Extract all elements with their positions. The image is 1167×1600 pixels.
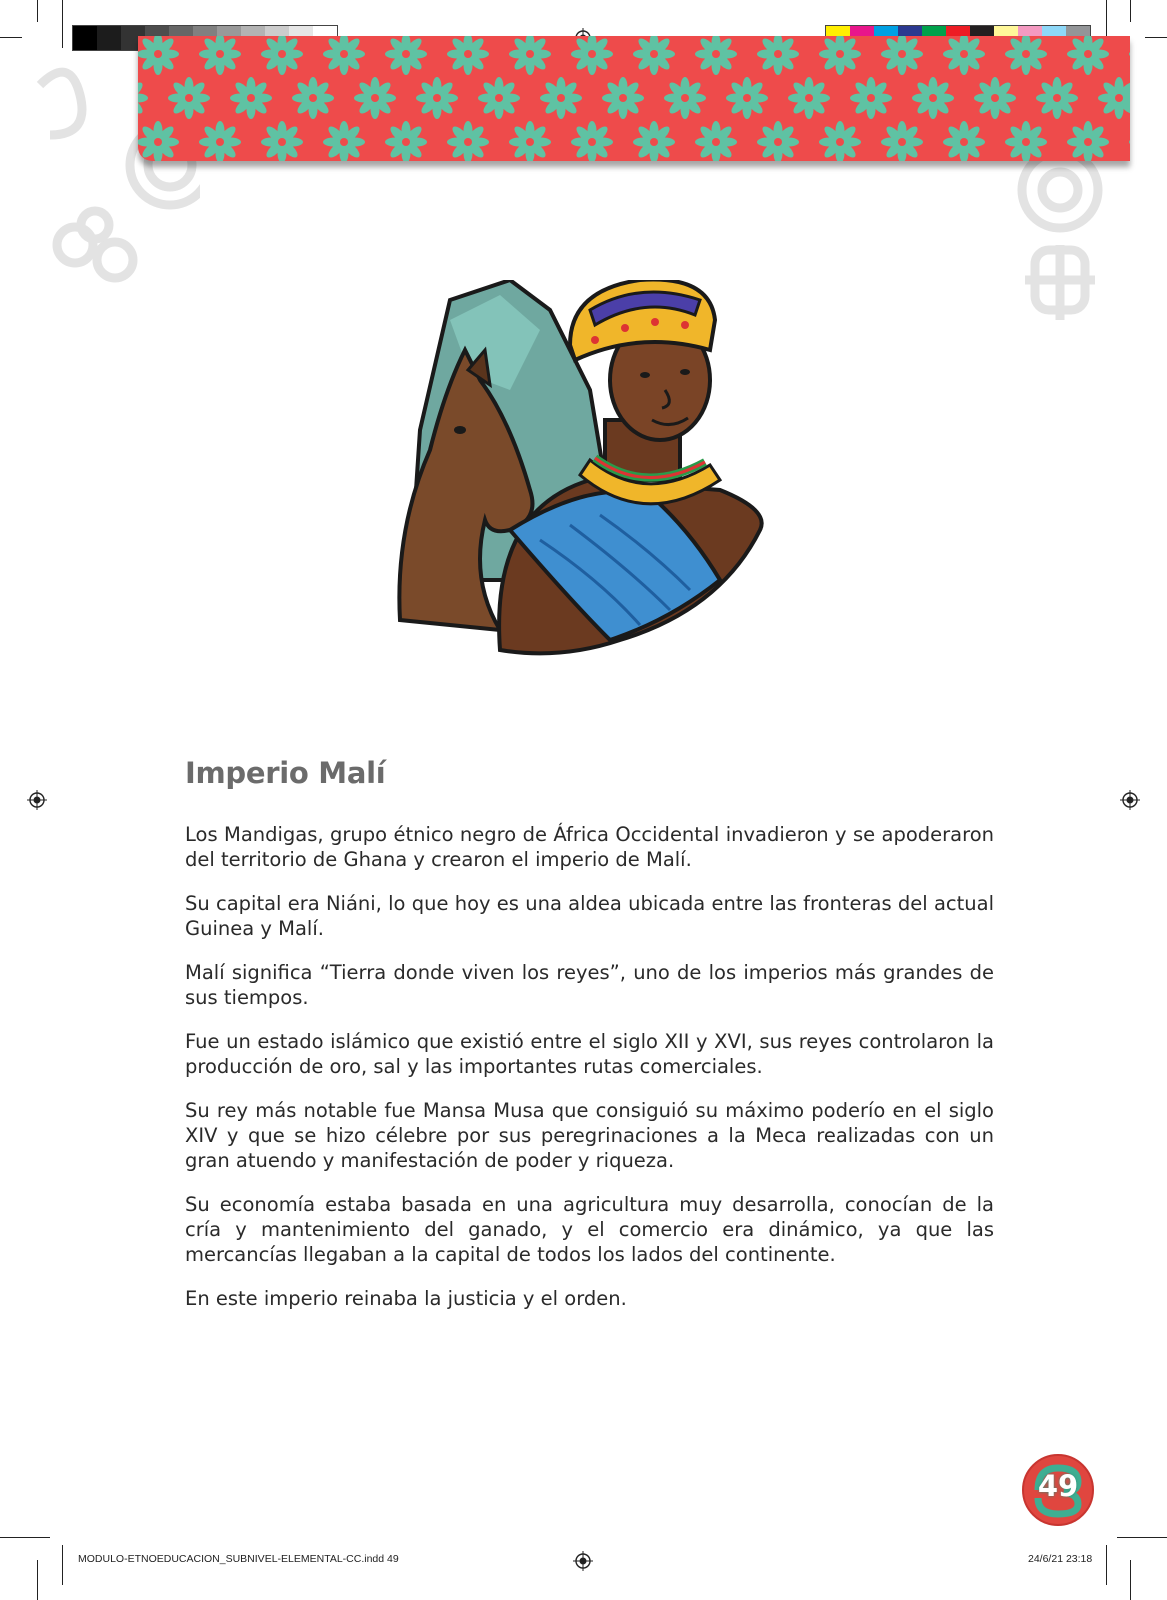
flower-motif	[1129, 36, 1130, 75]
registration-mark-icon	[1120, 790, 1140, 810]
article-body	[185, 822, 994, 1330]
flower-motif	[788, 77, 830, 119]
flower-motif	[1005, 36, 1047, 75]
flower-motif	[1098, 77, 1130, 119]
flower-motif	[509, 36, 551, 75]
flower-motif	[664, 77, 706, 119]
paragraph: Malí significa “Tierra donde viven los reyes”, uno de los imperios más grandes de sus tiempos.	[185, 961, 994, 1009]
flower-motif	[633, 36, 675, 75]
crop-mark	[1130, 0, 1131, 22]
flower-motif	[943, 121, 985, 161]
flower-motif	[881, 36, 923, 75]
paragraph: Su capital era Niáni, lo que hoy es una aldea ubicada entre las fronteras del actual Guinea y Malí.	[185, 892, 994, 940]
page-number: 49	[1037, 1469, 1079, 1503]
flower-motif	[168, 77, 210, 119]
crop-mark	[62, 0, 63, 48]
flower-motif	[943, 36, 985, 75]
footer-filename: MODULO-ETNOEDUCACION_SUBNIVEL-ELEMENTAL-CC.indd 49	[78, 1553, 399, 1565]
footer-timestamp: 24/6/21 23:18	[1028, 1553, 1093, 1565]
crop-mark	[1145, 37, 1167, 38]
crop-mark	[1106, 1545, 1107, 1585]
flower-motif	[726, 77, 768, 119]
header-pattern-banner	[138, 36, 1130, 161]
crop-mark	[37, 1560, 38, 1600]
flower-motif	[819, 36, 861, 75]
flower-motif	[1005, 121, 1047, 161]
flower-motif	[447, 121, 489, 161]
flower-motif	[757, 36, 799, 75]
flower-motif	[695, 121, 737, 161]
mali-king-with-horse-illustration	[390, 280, 790, 660]
flower-motif	[354, 77, 396, 119]
flower-motif	[199, 121, 241, 161]
flower-motif	[292, 77, 334, 119]
flower-motif	[385, 121, 427, 161]
crop-mark	[37, 0, 38, 22]
flower-motif	[695, 36, 737, 75]
flower-motif	[323, 36, 365, 75]
flower-motif	[633, 121, 675, 161]
flower-motif	[416, 77, 458, 119]
flower-motif	[478, 77, 520, 119]
crop-mark	[1130, 1560, 1131, 1600]
flower-motif	[509, 121, 551, 161]
flower-motif	[199, 36, 241, 75]
flower-motif	[1129, 121, 1130, 161]
paragraph: Fue un estado islámico que existió entre el siglo XII y XVI, sus reyes controlaron la producción de oro, sal y las importantes rutas comerciales.	[185, 1030, 994, 1078]
registration-mark-icon	[27, 790, 47, 810]
flower-motif	[571, 36, 613, 75]
flower-motif	[138, 36, 179, 75]
flower-motif	[1067, 36, 1109, 75]
paragraph: Su rey más notable fue Mansa Musa que consiguió su máximo poderío en el siglo XIV y que se hizo célebre por sus peregrinaciones a la Meca realizadas con un gran atuendo y manifestación de poder y riqueza.	[185, 1099, 994, 1172]
flower-motif	[757, 121, 799, 161]
flower-motif	[571, 121, 613, 161]
flower-motif	[850, 77, 892, 119]
flower-motif	[323, 121, 365, 161]
crop-mark	[1117, 1537, 1167, 1538]
flower-motif	[230, 77, 272, 119]
flower-motif	[974, 77, 1016, 119]
crop-mark	[0, 1537, 50, 1538]
crop-mark	[62, 1545, 63, 1585]
flower-motif	[1067, 121, 1109, 161]
flower-motif	[1036, 77, 1078, 119]
crop-mark	[0, 37, 22, 38]
flower-motif	[912, 77, 954, 119]
flower-motif	[602, 77, 644, 119]
flower-pattern	[138, 36, 1130, 161]
flower-motif	[138, 121, 179, 161]
flower-motif	[261, 36, 303, 75]
page-title: Imperio Malí	[185, 756, 386, 790]
registration-mark-icon	[573, 1551, 593, 1571]
paragraph: Los Mandigas, grupo étnico negro de África Occidental invadieron y se apoderaron del territorio de Ghana y crearon el imperio de Malí.	[185, 823, 994, 871]
flower-motif	[881, 121, 923, 161]
flower-motif	[138, 77, 148, 119]
paragraph: En este imperio reinaba la justicia y el orden.	[185, 1287, 627, 1310]
flower-motif	[261, 121, 303, 161]
flower-motif	[385, 36, 427, 75]
decorative-spiral-symbols	[995, 150, 1125, 330]
flower-motif	[540, 77, 582, 119]
flower-motif	[819, 121, 861, 161]
flower-motif	[447, 36, 489, 75]
paragraph: Su economía estaba basada en una agricultura muy desarrolla, conocían de la cría y mantenimiento del ganado, y el comercio era dinámico, ya que las mercancías llegaban a la capital de todos los lados del continente.	[185, 1193, 994, 1266]
